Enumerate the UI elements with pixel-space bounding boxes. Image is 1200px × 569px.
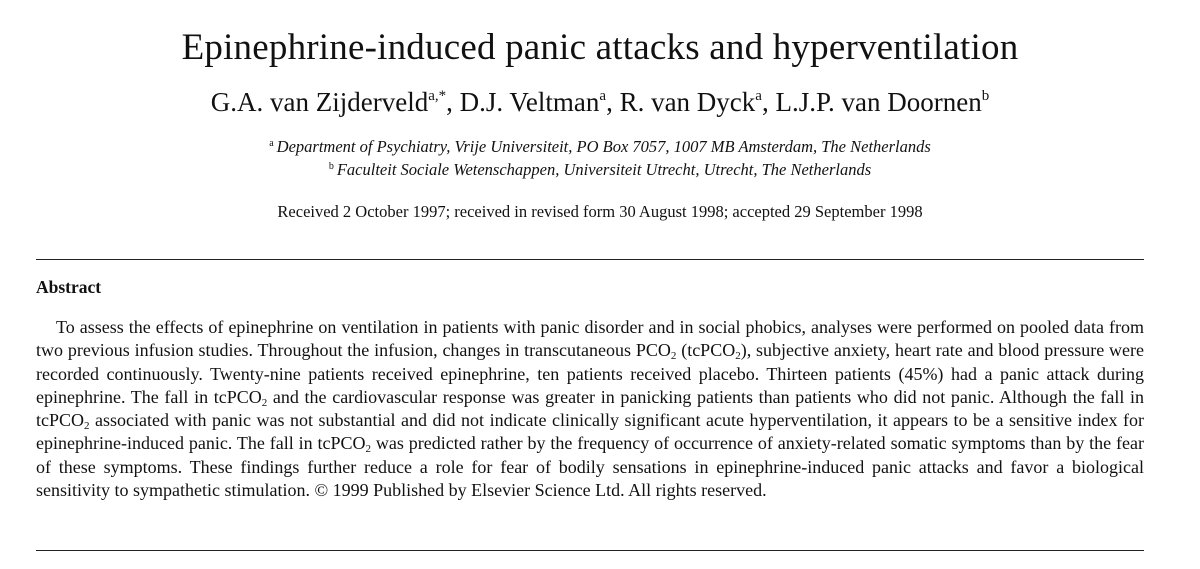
abstract-text: associated with panic was not substantial and did not indicate clinically significant acute hyperventilation, it appears to be a sensitive index for epinephrine-induced panic. The fall in tcPCO [36,410,1144,454]
subscript: 2 [365,443,372,456]
affiliation-list [0,135,1200,181]
author-name: R. van Dyck [619,87,756,117]
affiliation-text: Faculteit Sociale Wetenschappen, Universiteit Utrecht, Utrecht, The Netherlands [336,160,872,179]
bottom-divider [36,550,1144,551]
subscript: 2 [84,420,90,433]
abstract-text: was predicted rather by the frequency of occurrence of anxiety-related somatic symptoms than by the fear of these symptoms. These findings further reduce a role for fear of bodily sensations in epinephrine-induced panic attacks and favor a biological sensitivity to sympathetic stimulation. © 1999 Published by Elsevier Science Ltd. All rights reserved. [36,433,1144,501]
subscript: 2 [670,350,677,363]
paper-title: Epinephrine-induced panic attacks and hyperventilation [181,27,1019,68]
affiliation-text: Department of Psychiatry, Vrije Universiteit, PO Box 7057, 1007 MB Amsterdam, The Netherlands [276,137,931,156]
author-name: D.J. Veltman [459,87,600,117]
author-affiliation-mark: a [599,88,607,104]
abstract-heading: Abstract [36,277,102,297]
author-separator: , [446,87,460,117]
author-affiliation-mark: a [755,88,762,104]
author-affiliation-mark: a,* [428,88,447,104]
abstract-paragraph [36,316,1144,502]
abstract-text: To assess the effects of epinephrine on ventilation in patients with panic disorder and in social phobics, analyses were performed on pooled data from two previous infusion studies. Throughout the infusion, changes in transcutaneous PCO [36,317,1144,361]
affiliation-mark: b [328,161,334,172]
top-divider [36,259,1144,260]
abstract-text: and the cardiovascular response was greater in panicking patients than patients who did not panic. Although the fall in tcPCO [36,386,1144,431]
author-affiliation-mark: b [981,88,990,104]
abstract-text: ), subjective anxiety, heart rate and blood pressure were recorded continuously. Twenty-nine patients received epinephrine, ten patients received placebo. Thirteen patients (45%) had a panic attack during epinephrine. The fall in tcPCO [36,340,1144,407]
author-separator: , [761,87,776,117]
abstract-body [36,316,1144,502]
subscript: 2 [261,396,268,409]
received-dates: Received 2 October 1997; received in revised form 30 August 1998; accepted 29 September 1998 [277,202,923,221]
author-separator: , [606,87,620,117]
affiliation-line [0,135,1200,158]
author-name: L.J.P. van Doornen [775,87,982,117]
abstract-text: (tcPCO [676,340,736,361]
subscript: 2 [735,350,741,363]
affiliation-line [0,158,1200,181]
author-name: G.A. van Zijderveld [210,87,429,117]
author-list [0,86,1200,118]
affiliation-mark: a [269,138,274,149]
